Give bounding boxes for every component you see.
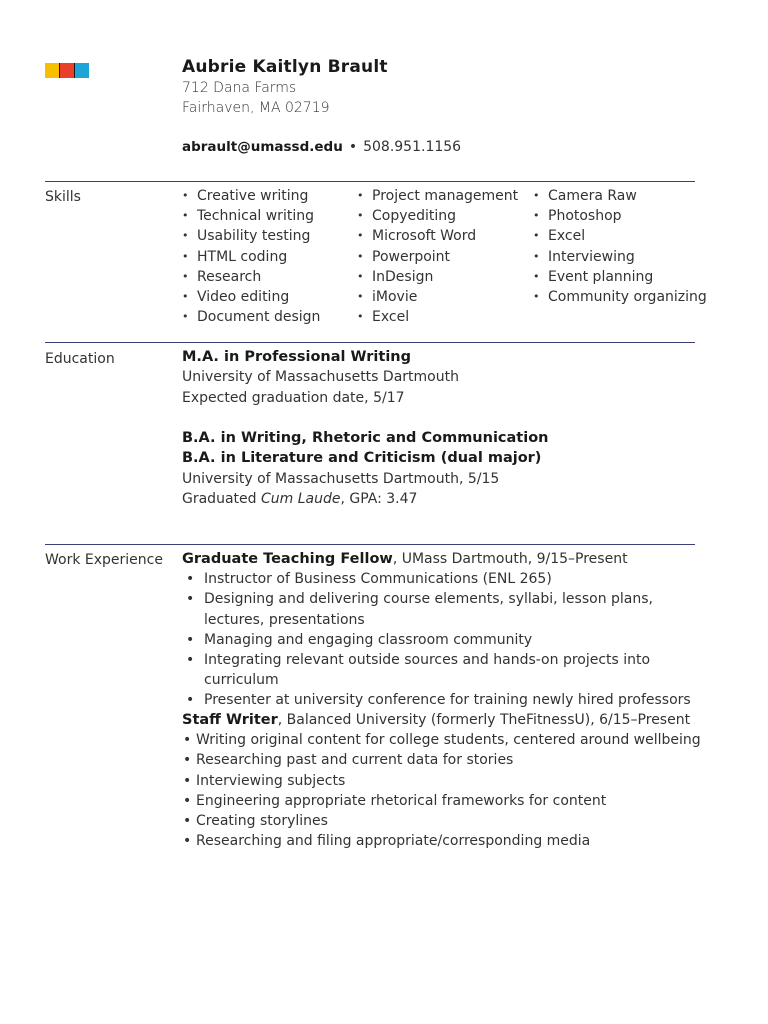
list-item: • Research (182, 267, 320, 287)
work-experience-label: Work Experience (45, 552, 163, 568)
logo-block-red (59, 63, 75, 78)
degree-title: M.A. in Professional Writing (182, 349, 411, 365)
education-label: Education (45, 351, 115, 367)
color-block-logo (45, 63, 89, 78)
list-item: • HTML coding (182, 247, 320, 267)
section-divider (45, 181, 695, 182)
list-item: • Engineering appropriate rhetorical frameworks for content (182, 791, 702, 811)
list-item: • Researching and filing appropriate/corresponding media (182, 831, 702, 851)
job-bullets (182, 730, 702, 851)
list-item: • Project management (357, 186, 518, 206)
list-item: • Researching past and current data for stories (182, 750, 702, 770)
list-item: • InDesign (357, 267, 518, 287)
degree-title-second: B.A. in Literature and Criticism (dual major) (182, 450, 542, 467)
logo-block-blue (75, 63, 89, 78)
list-item: • Designing and delivering course elements, syllabi, lesson plans, lectures, presentations (182, 589, 702, 629)
list-item: • Interviewing subjects (182, 771, 702, 791)
list-item: • iMovie (357, 287, 518, 307)
gpa-text: , GPA: 3.47 (340, 491, 418, 508)
section-divider (45, 342, 695, 343)
list-item: • Powerpoint (357, 247, 518, 267)
list-item: • Managing and engaging classroom community (182, 630, 702, 650)
list-item: • Integrating relevant outside sources and hands-on projects into curriculum (182, 650, 702, 690)
phone-number: 508.951.1156 (363, 139, 462, 155)
list-item: • Microsoft Word (357, 226, 518, 246)
list-item: • Excel (357, 307, 518, 327)
contact-line (182, 137, 461, 157)
honors-text: Cum Laude (260, 491, 341, 508)
job-heading (182, 549, 702, 569)
list-item: • Excel (533, 226, 707, 246)
list-item: • Event planning (533, 267, 707, 287)
school-name: University of Massachusetts Dartmouth (182, 369, 459, 386)
skills-column-1 (182, 186, 320, 327)
skills-label: Skills (45, 189, 81, 205)
address-line-1: 712 Dana Farms (182, 80, 297, 96)
graduation-date: Expected graduation date, 5/17 (182, 389, 405, 406)
graduated-prefix: Graduated (182, 491, 261, 508)
degree-title: B.A. in Writing, Rhetoric and Communication (182, 430, 549, 446)
job-details: , Balanced University (formerly TheFitnessU), 6/15–Present (277, 712, 691, 728)
job-graduate-teaching-fellow (182, 549, 702, 711)
list-item: • Instructor of Business Communications (ENL 265) (182, 569, 702, 589)
job-staff-writer (182, 710, 702, 851)
list-item: • Video editing (182, 287, 320, 307)
list-item: • Interviewing (533, 247, 707, 267)
list-item: • Document design (182, 307, 320, 327)
job-title: Graduate Teaching Fellow (182, 551, 393, 567)
list-item: • Technical writing (182, 206, 320, 226)
section-divider (45, 544, 695, 545)
logo-block-yellow (45, 63, 59, 78)
job-heading (182, 710, 702, 730)
graduation-honors (182, 489, 702, 509)
list-item: • Copyediting (357, 206, 518, 226)
education-ba (182, 428, 702, 509)
email-link[interactable]: abrault@umassd.edu (182, 139, 343, 155)
resume-header (182, 56, 461, 157)
list-item: • Photoshop (533, 206, 707, 226)
candidate-name: Aubrie Kaitlyn Brault (182, 57, 388, 77)
skills-column-3 (533, 186, 707, 307)
education-ma (182, 347, 702, 408)
list-item: • Usability testing (182, 226, 320, 246)
job-title: Staff Writer (182, 712, 278, 728)
list-item: • Creative writing (182, 186, 320, 206)
school-name: University of Massachusetts Dartmouth, 5/15 (182, 470, 500, 487)
list-item: • Presenter at university conference for training newly hired professors (182, 690, 702, 710)
list-item: • Camera Raw (533, 186, 707, 206)
skills-column-2 (357, 186, 518, 327)
address-line-2: Fairhaven, MA 02719 (182, 100, 330, 116)
list-item: • Creating storylines (182, 811, 702, 831)
list-item: • Community organizing (533, 287, 707, 307)
job-details: , UMass Dartmouth, 9/15–Present (392, 551, 628, 567)
contact-separator: • (348, 139, 358, 155)
list-item: • Writing original content for college students, centered around wellbeing (182, 730, 702, 750)
job-bullets (182, 569, 702, 710)
